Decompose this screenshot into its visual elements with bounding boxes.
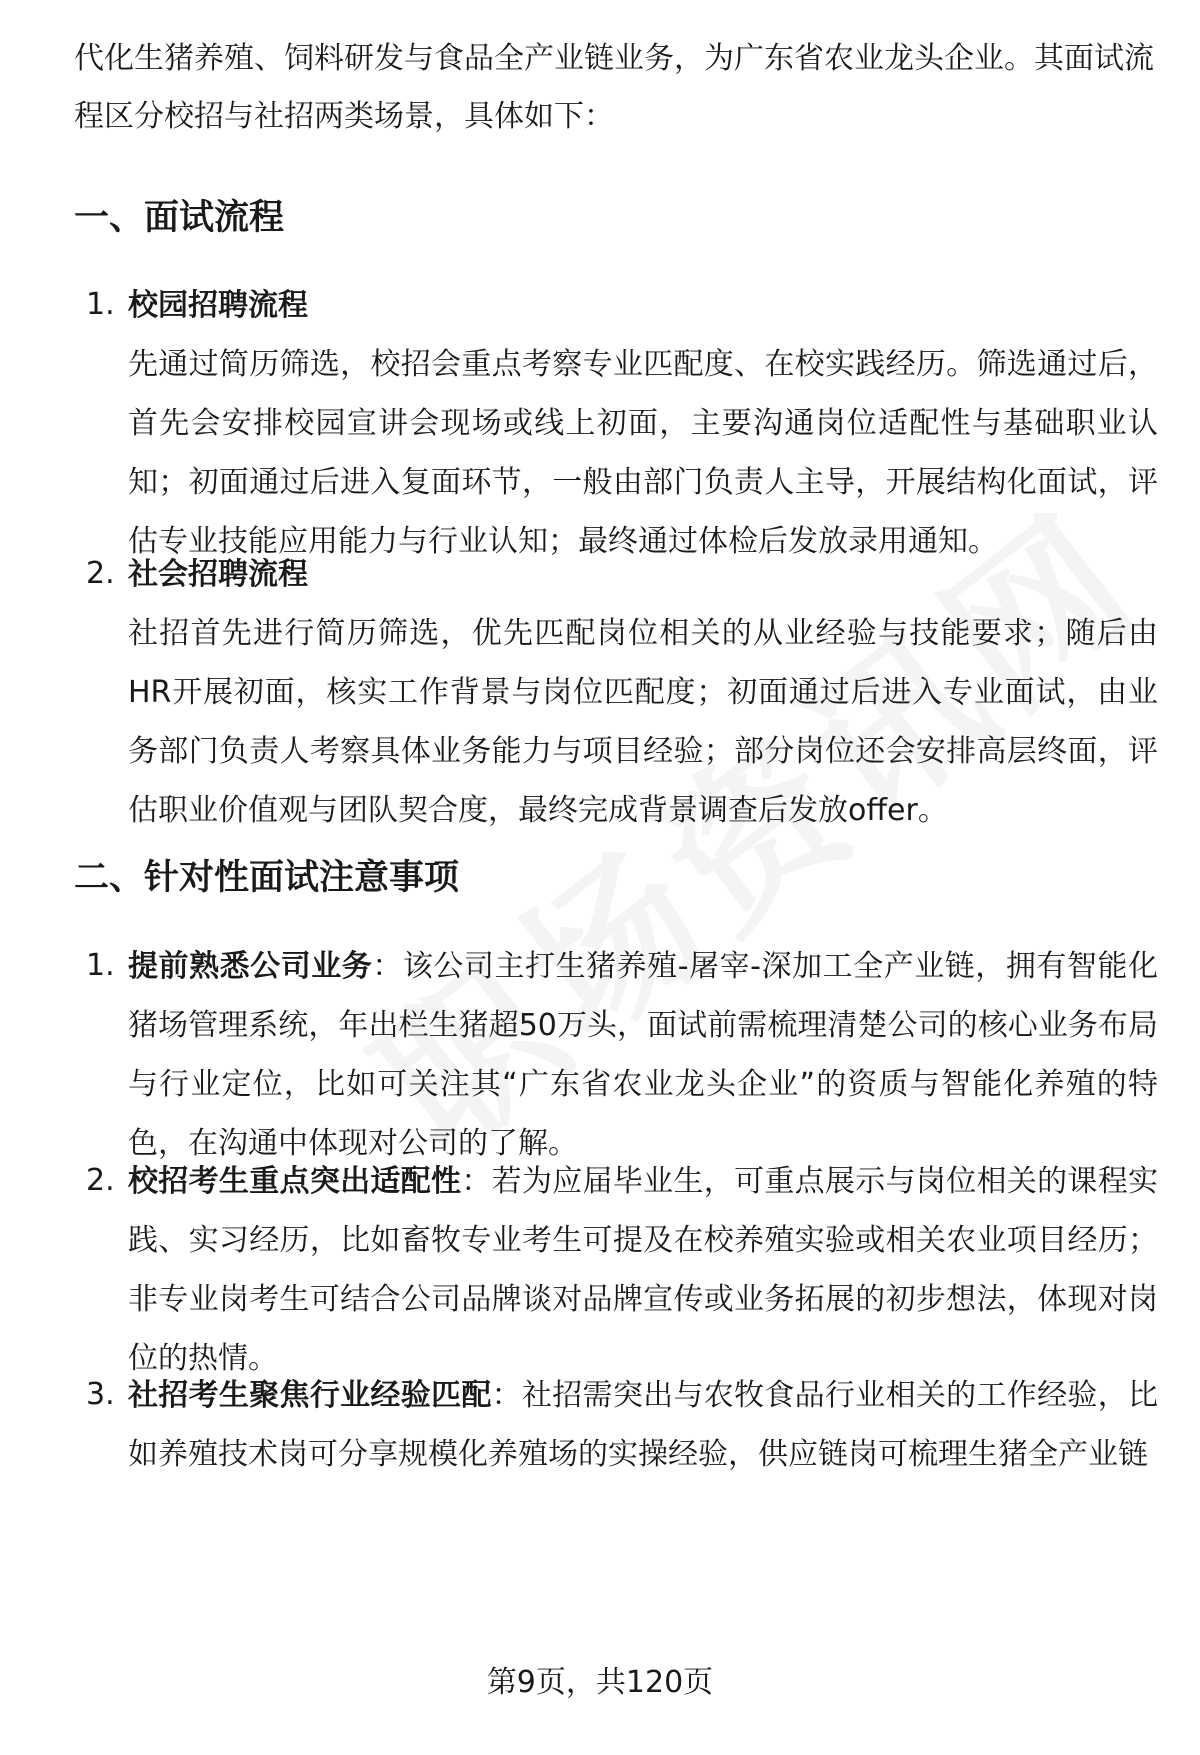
list-number: 2. bbox=[86, 556, 115, 591]
item-body: 先通过简历筛选，校招会重点考察专业匹配度、在校实践经历。筛选通过后，首先会安排校园宣讲会现场或线上初面，主要沟通岗位适配性与基础职业认知；初面通过后进入复面环节，一般由部门负责人主导，开展结构化面试，评估专业技能应用能力与行业认知；最终通过体检后发放录用通知。 bbox=[128, 347, 1158, 559]
list-number: 1. bbox=[86, 948, 115, 983]
item-title: 社会招聘流程 bbox=[128, 557, 308, 592]
list-item bbox=[128, 276, 1158, 571]
section-heading-1: 一、面试流程 bbox=[74, 198, 285, 238]
item-title: 校招考生重点突出适配性 bbox=[128, 1164, 462, 1199]
list-item bbox=[128, 937, 1158, 1173]
list-number: 3. bbox=[86, 1377, 115, 1412]
list-number: 1. bbox=[86, 287, 115, 322]
item-title: 校园招聘流程 bbox=[128, 288, 308, 323]
list-number: 2. bbox=[86, 1163, 115, 1198]
item-body: ：社招需突出与农牧食品行业相关的工作经验，比如养殖技术岗可分享规模化养殖场的实操经验，供应链岗可梳理生猪全产业链 bbox=[128, 1378, 1159, 1472]
page-number-footer: 第9页，共120页 bbox=[486, 1665, 714, 1700]
section-heading-2: 二、针对性面试注意事项 bbox=[74, 858, 460, 898]
item-title: 社招考生聚焦行业经验匹配 bbox=[128, 1378, 492, 1413]
item-body: 社招首先进行简历筛选，优先匹配岗位相关的从业经验与技能要求；随后由HR开展初面，核实工作背景与岗位匹配度；初面通过后进入专业面试，由业务部门负责人考察具体业务能力与项目经验；部分岗位还会安排高层终面，评估职业价值观与团队契合度，最终完成背景调查后发放offer。 bbox=[128, 616, 1158, 828]
list-item bbox=[128, 1366, 1158, 1484]
list-item bbox=[128, 545, 1158, 840]
item-title: 提前熟悉公司业务 bbox=[128, 949, 373, 984]
list-item bbox=[128, 1152, 1158, 1388]
item-body: ：若为应届毕业生，可重点展示与岗位相关的课程实践、实习经历，比如畜牧专业考生可提及在校养殖实验或相关农业项目经历；非专业岗考生可结合公司品牌谈对品牌宣传或业务拓展的初步想法，体现对岗位的热情。 bbox=[128, 1164, 1159, 1376]
item-body: ：该公司主打生猪养殖-屠宰-深加工全产业链，拥有智能化猪场管理系统，年出栏生猪超50万头，面试前需梳理清楚公司的核心业务布局与行业定位，比如可关注其“广东省农业龙头企业”的资质与智能化养殖的特色，在沟通中体现对公司的了解。 bbox=[128, 949, 1159, 1161]
intro-paragraph: 代化生猪养殖、饲料研发与食品全产业链业务，为广东省农业龙头企业。其面试流程区分校招与社招两类场景，具体如下： bbox=[74, 41, 1154, 134]
